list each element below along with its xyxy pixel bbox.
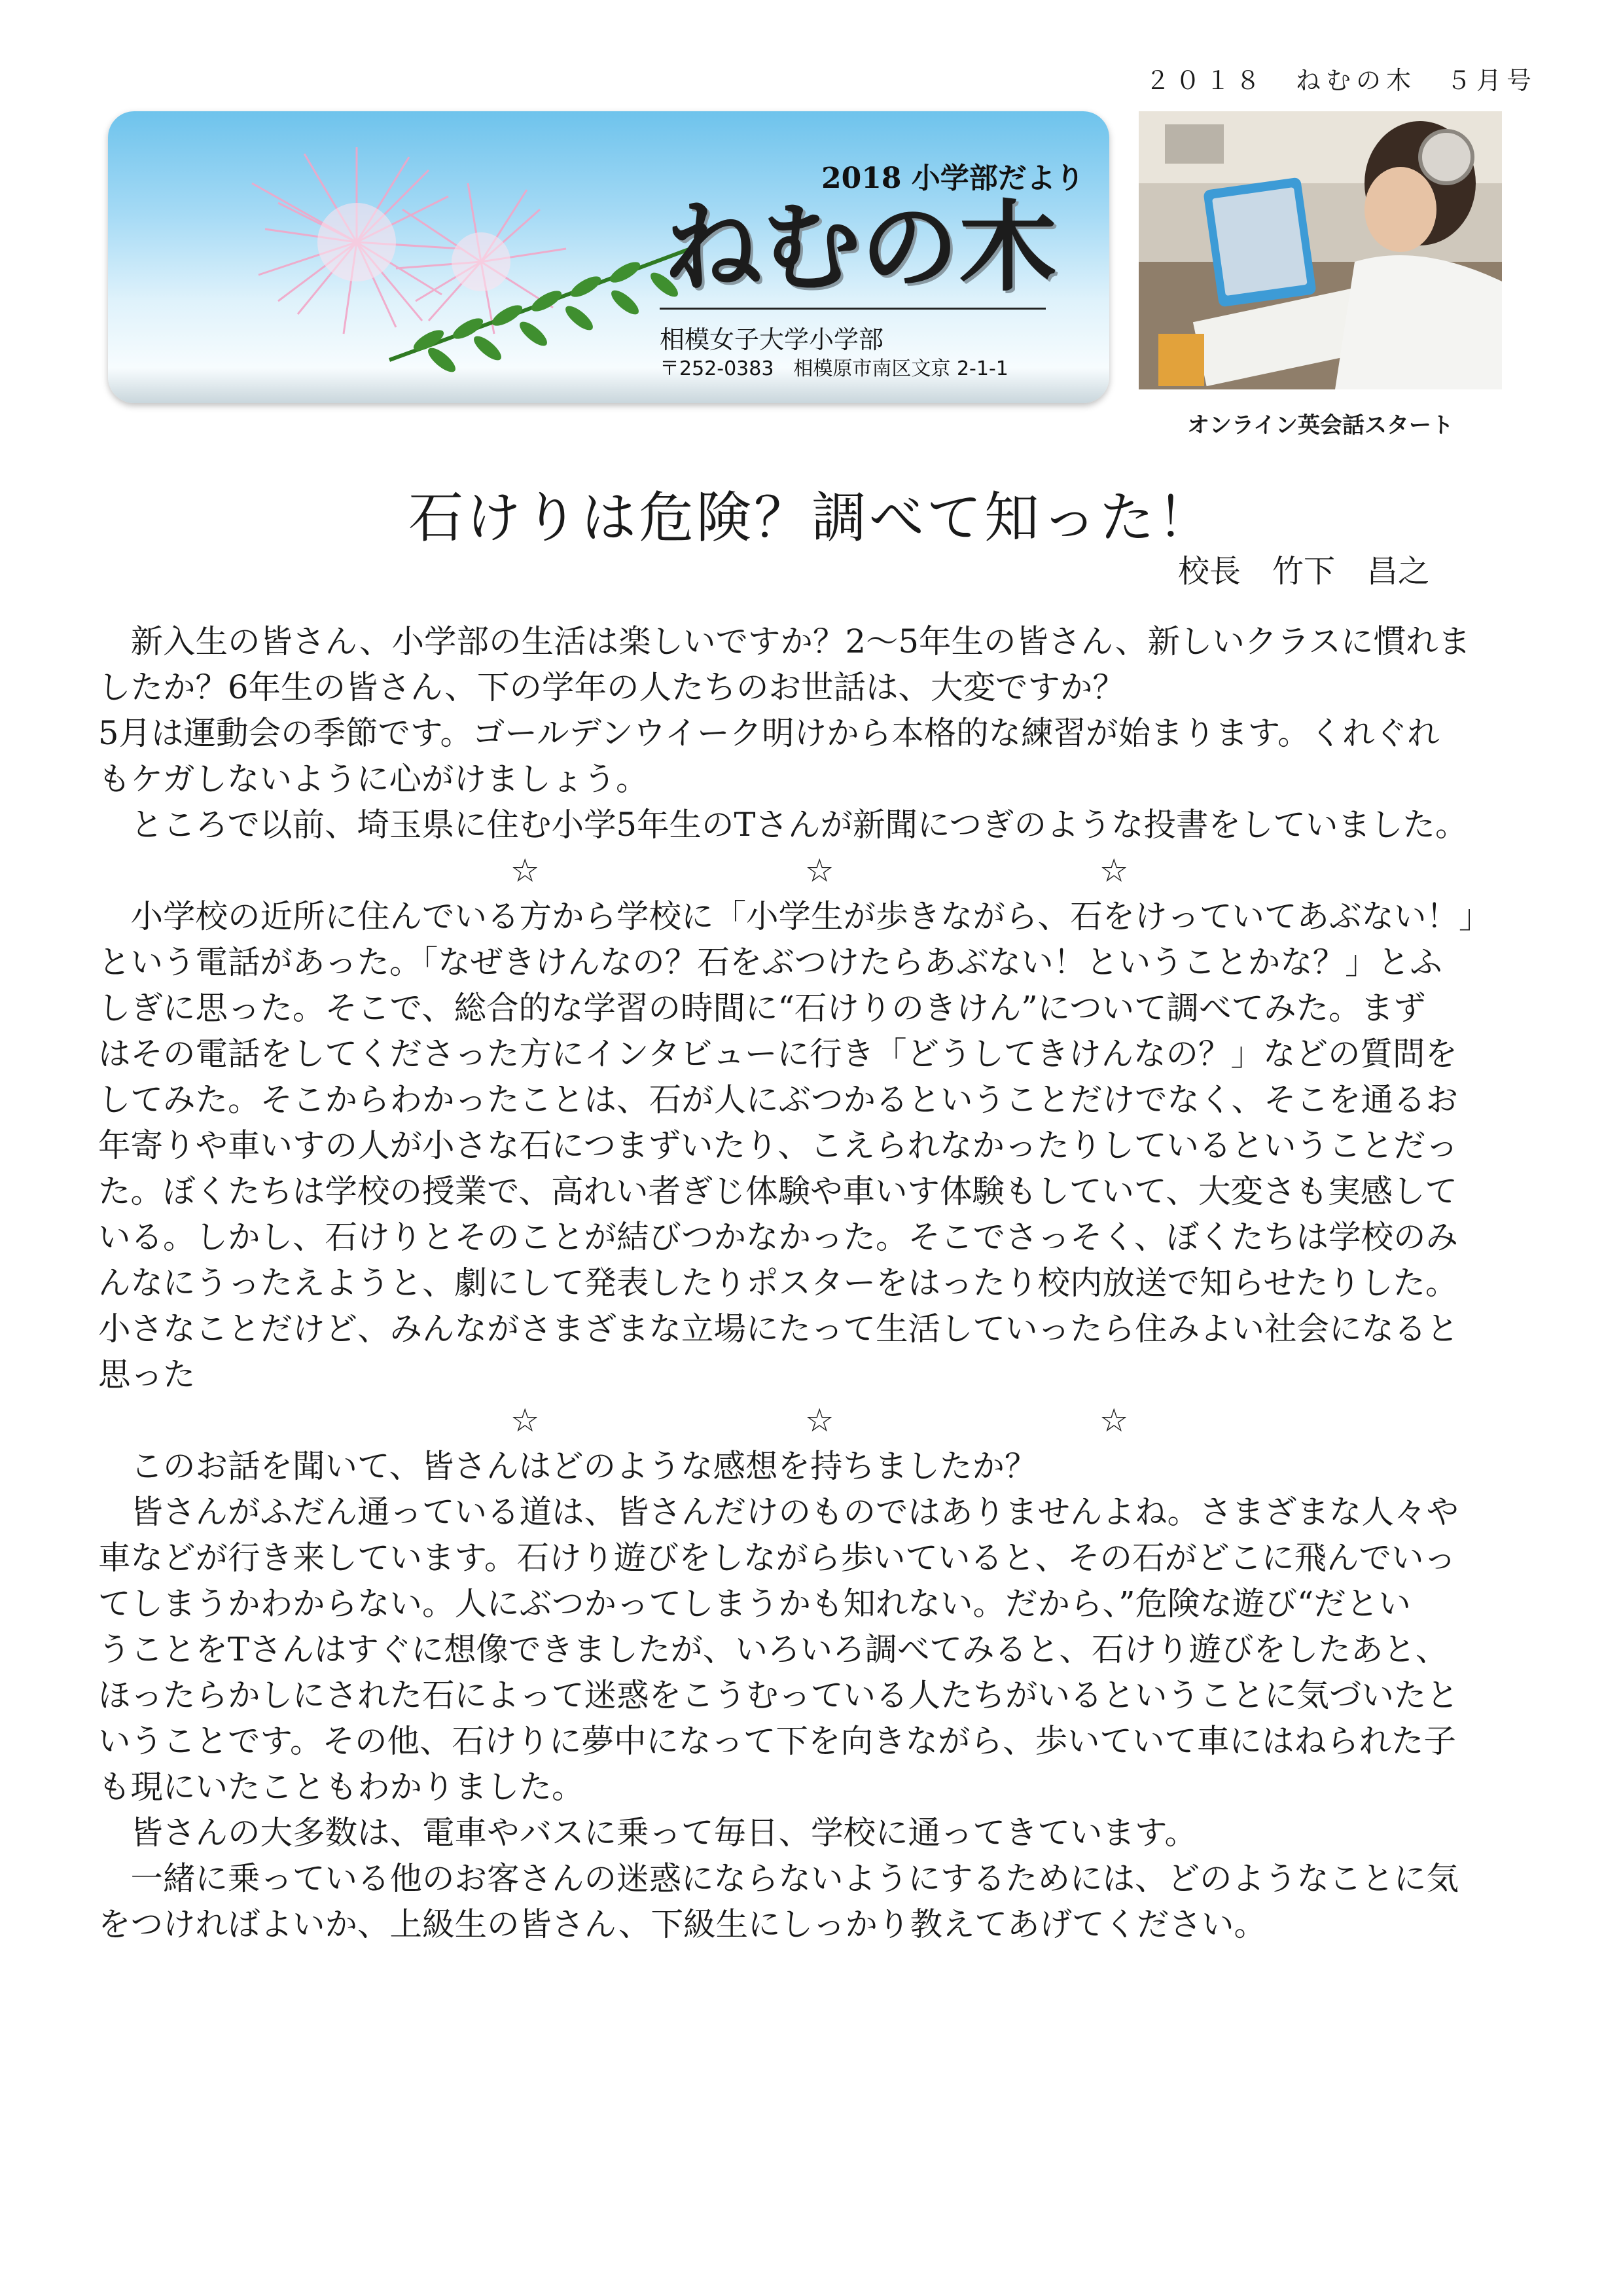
issue-line: ２０１８ ねむの木 ５月号 (1145, 66, 1537, 95)
body-line: んなにうったえようと、劇にして発表したりポスターをはったり校内放送で知らせたりした。 (98, 1264, 1458, 1302)
body-line: ほったらかしにされた石によって迷惑をこうむっている人たちがいるということに気づいたと (98, 1676, 1459, 1714)
body-line: 車などが行き来しています。石けり遊びをしながら歩いていると、その石がどこに飛んでいっ (98, 1539, 1457, 1577)
body-line: いうことです。その他、石けりに夢中になって下を向きながら、歩いていて車にはねられた子 (98, 1722, 1457, 1760)
body-line: 5月は運動会の季節です。ゴールデンウイーク明けから本格的な練習が始まります。くれぐれ (98, 714, 1440, 752)
online-english-photo (1139, 111, 1502, 389)
body-line: このお話を聞いて、皆さんはどのような感想を持ちましたか？ (98, 1447, 1037, 1485)
silk-tree-flower-illustration (193, 144, 730, 393)
body-line: 小学校の近所に住んでいる方から学校に「小学生が歩きながら、石をけっていてあぶない！」 (98, 897, 1491, 935)
star-mark: ☆ (510, 1401, 540, 1439)
body-line: いる。しかし、石けりとそのことが結びつかなかった。そこでさっそく、ぼくたちは学校のみ (98, 1218, 1459, 1256)
body-line: も現にいたこともわかりました。 (98, 1768, 584, 1806)
banner-subtitle: 2018 小学部だより (821, 162, 1084, 195)
article-body (98, 619, 1525, 1947)
school-address: 〒252-0383 相模原市南区文京 2-1-1 (660, 357, 1008, 380)
body-line: はその電話をしてくださった方にインタビューに行き「どうしてきけんなの？」などの質問を (98, 1035, 1458, 1073)
body-line: 新入生の皆さん、小学部の生活は楽しいですか？2～5年生の皆さん、新しいクラスに慣れま (98, 622, 1471, 660)
body-line: た。ぼくたちは学校の授業で、高れい者ぎじ体験や車いす体験もしていて、大変さも実感して (98, 1172, 1458, 1210)
photo-caption: オンライン英会話スタート (1187, 412, 1454, 439)
school-name: 相模女子大学小学部 (660, 325, 884, 354)
banner-divider (660, 308, 1046, 310)
body-line: うことをTさんはすぐに想像できましたが、いろいろ調べてみると、石けり遊びをしたあと、 (98, 1630, 1448, 1668)
masthead-banner (108, 111, 1109, 403)
body-line: 皆さんの大多数は、電車やバスに乗って毎日、学校に通ってきています。 (98, 1814, 1198, 1852)
body-line: ところで以前、埼玉県に住む小学5年生のTさんが新聞につぎのような投書をしていました。 (98, 806, 1468, 844)
star-separator (98, 1397, 1525, 1443)
body-line: 皆さんがふだん通っている道は、皆さんだけのものではありませんよね。さまざまな人々や (98, 1493, 1459, 1531)
body-line: という電話があった。「なぜきけんなの？石をぶつけたらあぶない！ということかな？」とふ (98, 943, 1442, 981)
article-byline: 校長 竹下 昌之 (1178, 553, 1430, 590)
body-line: 一緒に乗っている他のお客さんの迷惑にならないようにするためには、どのようなことに気 (98, 1859, 1459, 1897)
body-line: 思った (98, 1355, 196, 1393)
body-line: をつければよいか、上級生の皆さん、下級生にしっかり教えてあげてください。 (98, 1905, 1266, 1943)
body-line: しぎに思った。そこで、総合的な学習の時間に“石けりのきけん”について調べてみた。まず (98, 989, 1426, 1027)
star-mark: ☆ (805, 852, 834, 889)
star-separator (98, 848, 1525, 893)
banner-title: ねむの木 (664, 190, 1058, 305)
student-tablet-illustration (1139, 111, 1502, 389)
star-mark: ☆ (1099, 852, 1129, 889)
body-line: てしまうかわからない。人にぶつかってしまうかも知れない。だから、”危険な遊び“だとい (98, 1585, 1411, 1623)
body-line: したか？6年生の皆さん、下の学年の人たちのお世話は、大変ですか？ (98, 668, 1125, 706)
star-mark: ☆ (510, 852, 540, 889)
star-mark: ☆ (805, 1401, 834, 1439)
body-line: 年寄りや車いすの人が小さな石につまずいたり、こえられなかったりしているということだっ (98, 1126, 1459, 1164)
body-line: もケガしないように心がけましょう。 (98, 760, 649, 798)
star-mark: ☆ (1099, 1401, 1129, 1439)
body-line: してみた。そこからわかったことは、石が人にぶつかるということだけでなく、そこを通るお (98, 1081, 1459, 1119)
article-headline: 石けりは危険？調べて知った！ (408, 486, 1215, 550)
body-line: 小さなことだけど、みんながさまざまな立場にたって生活していったら住みよい社会になると (98, 1310, 1459, 1348)
